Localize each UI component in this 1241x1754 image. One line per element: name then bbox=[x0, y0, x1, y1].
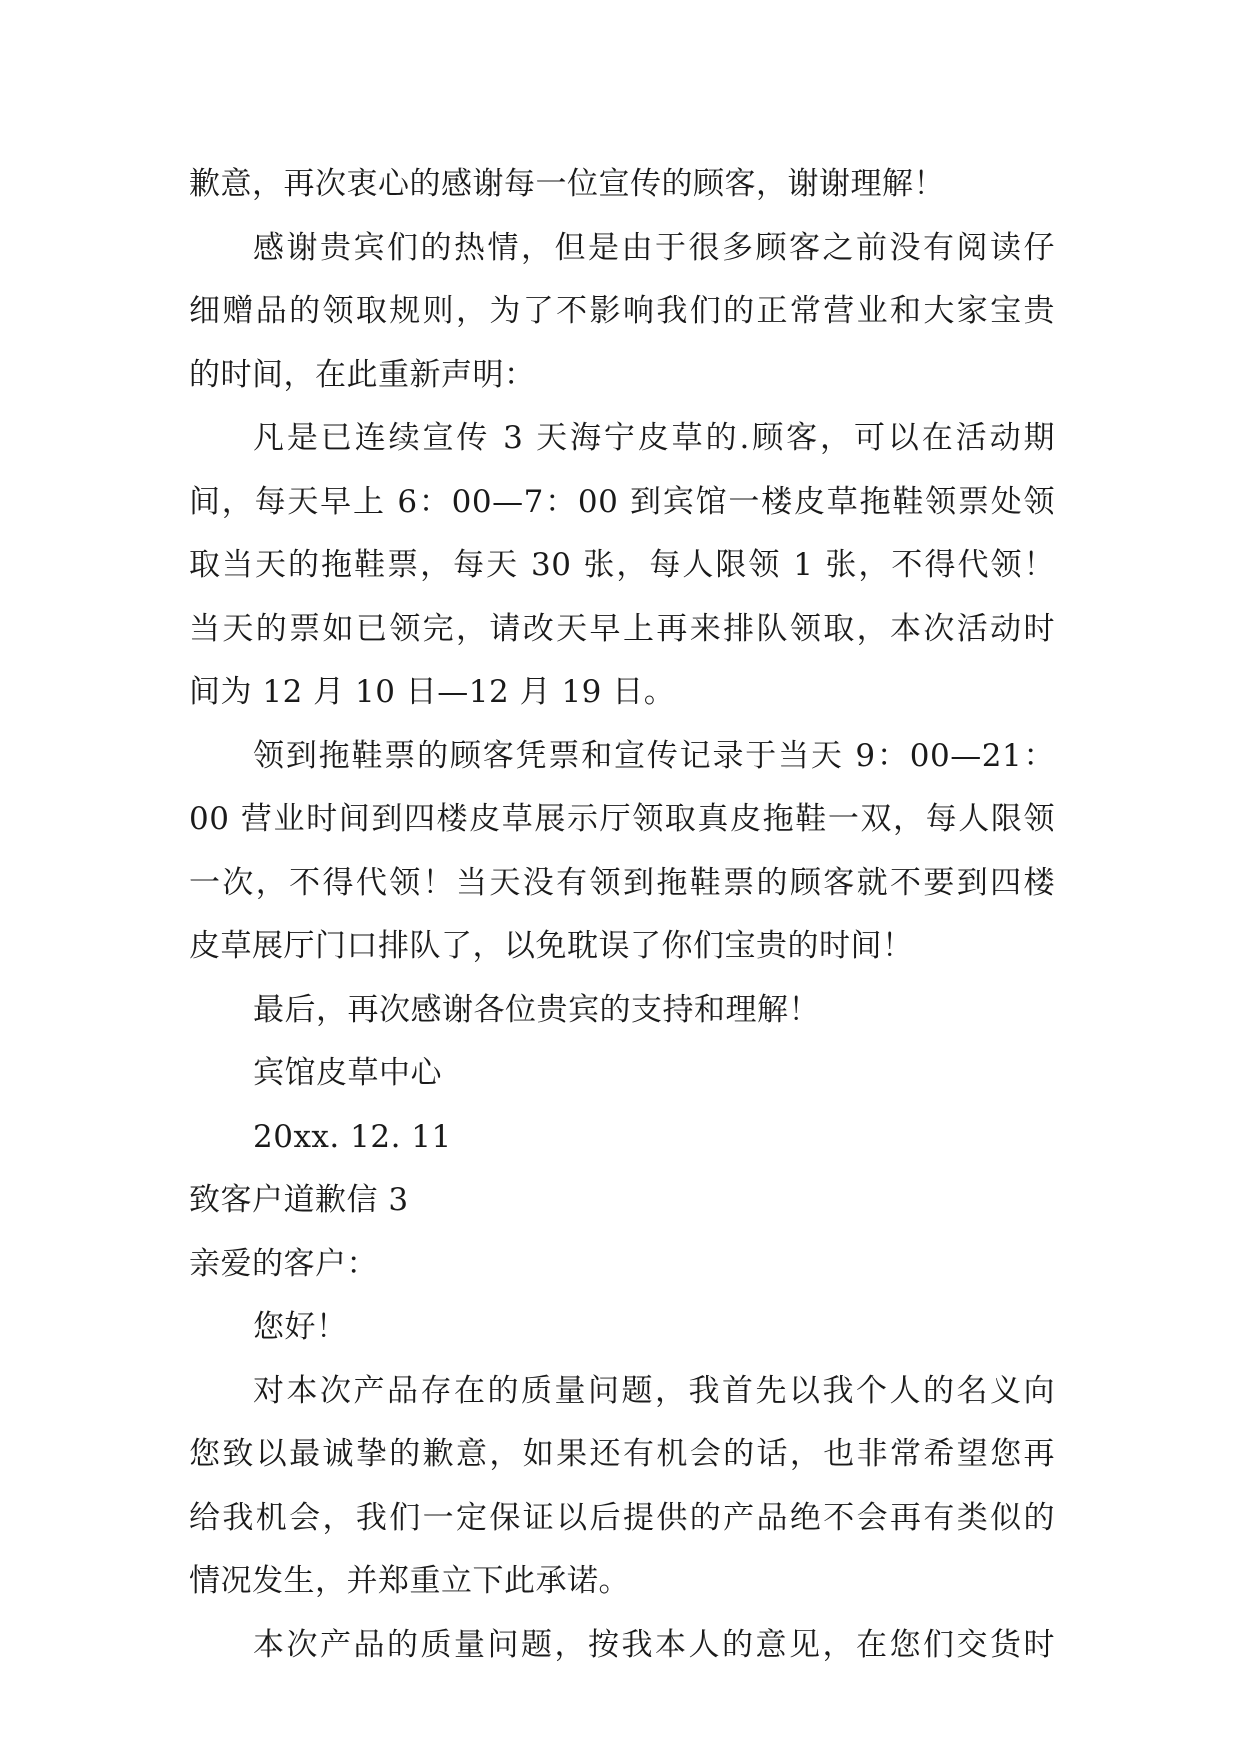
salutation: 亲爱的客户： bbox=[189, 1245, 378, 1282]
text-line: 歉意，再次衷心的感谢每一位宣传的顾客，谢谢理解！ bbox=[189, 166, 945, 202]
text-line: 一次，不得代领！当天没有领到拖鞋票的顾客就不要到四楼 bbox=[189, 864, 1055, 901]
text-line: 间为 12 月 10 日—12 月 19 日。 bbox=[189, 674, 676, 710]
signature-line: 宾馆皮草中心 bbox=[253, 1055, 442, 1091]
text-line: 情况发生，并郑重立下此承诺。 bbox=[189, 1563, 630, 1599]
text-line: 对本次产品存在的质量问题，我首先以我个人的名义向 bbox=[253, 1372, 1055, 1409]
text-line: 细赠品的领取规则，为了不影响我们的正常营业和大家宝贵 bbox=[189, 293, 1055, 329]
section-heading: 致客户道歉信 3 bbox=[189, 1182, 409, 1218]
text-line: 间，每天早上 6：00—7：00 到宾馆一楼皮草拖鞋领票处领 bbox=[189, 483, 1055, 520]
greeting: 您好！ bbox=[253, 1309, 348, 1345]
text-line: 当天的票如已领完，请改天早上再来排队领取，本次活动时 bbox=[189, 610, 1055, 647]
document-body bbox=[189, 153, 1055, 1677]
text-line: 给我机会，我们一定保证以后提供的产品绝不会再有类似的 bbox=[189, 1499, 1055, 1536]
text-line: 的时间，在此重新声明： bbox=[189, 356, 536, 393]
text-line: 最后，再次感谢各位贵宾的支持和理解！ bbox=[253, 991, 820, 1028]
text-line: 感谢贵宾们的热情，但是由于很多顾客之前没有阅读仔 bbox=[253, 229, 1055, 266]
text-line: 皮草展厅门口排队了，以免耽误了你们宝贵的时间！ bbox=[189, 928, 914, 964]
date-line: 20xx. 12. 11 bbox=[253, 1118, 452, 1155]
text-line: 凡是已连续宣传 3 天海宁皮草的.顾客，可以在活动期 bbox=[253, 420, 1055, 456]
text-line: 领到拖鞋票的顾客凭票和宣传记录于当天 9：00—21： bbox=[253, 737, 1055, 774]
text-line: 取当天的拖鞋票，每天 30 张，每人限领 1 张，不得代领！ bbox=[189, 547, 1055, 583]
text-line: 您致以最诚挚的歉意，如果还有机会的话，也非常希望您再 bbox=[189, 1436, 1055, 1472]
text-line: 本次产品的质量问题，按我本人的意见，在您们交货时 bbox=[253, 1626, 1055, 1663]
text-line: 00 营业时间到四楼皮草展示厅领取真皮拖鞋一双，每人限领 bbox=[189, 801, 1055, 837]
